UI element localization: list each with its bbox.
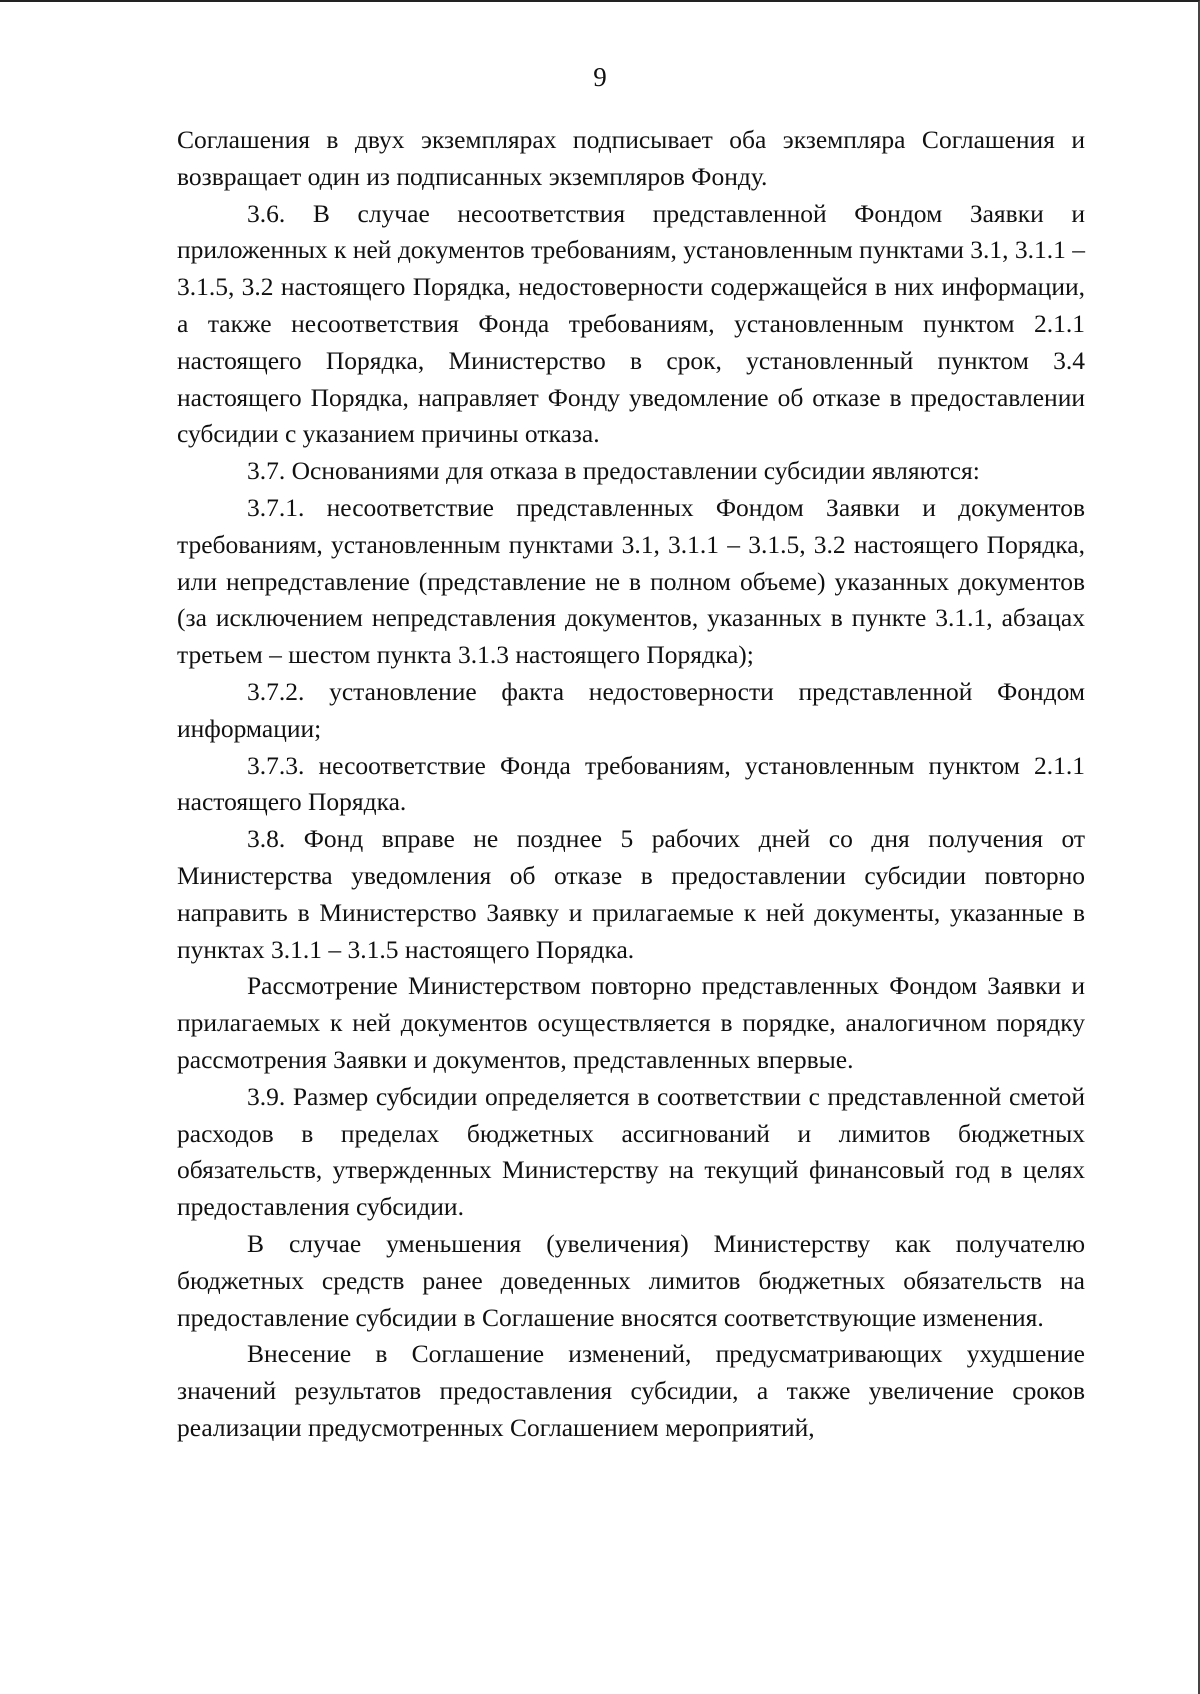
- paragraph-3-7: 3.7. Основаниями для отказа в предоставлении субсидии являются:: [247, 456, 980, 486]
- paragraph-3-7-3: 3.7.3. несоответствие Фонда требованиям, установленным пунктом 2.1.1 настоящего Порядка.: [177, 750, 1085, 817]
- paragraph-continuation: Соглашения в двух экземплярах подписывает оба экземпляра Соглашения и возвращает один из подписанных экземпляров Фонду.: [177, 125, 1085, 191]
- paragraph-3-9: 3.9. Размер субсидии определяется в соответствии с представленной сметой расходов в пределах бюджетных ассигнований и лимитов бюджетных обязательств, утвержденных Министерству на текущий финансовый год в целях предоставления субсидии.: [177, 1081, 1085, 1222]
- paragraph-3-9-limits: В случае уменьшения (увеличения) Министерству как получателю бюджетных средств ранее доведенных лимитов бюджетных обязательств на предоставление субсидии в Соглашение вносятся соответствующие изменения.: [177, 1228, 1085, 1332]
- paragraph-3-6: 3.6. В случае несоответствия представленной Фондом Заявки и приложенных к ней документов требованиям, установленным пунктами 3.1, 3.1.1 – 3.1.5, 3.2 настоящего Порядка, недостоверности содержащейся в них информации, а также несоответствия Фонда требованиям, установленным пунктом 2.1.1 настоящего Порядка, Министерство в срок, установленный пунктом 3.4 настоящего Порядка, направляет Фонду уведомление об отказе в предоставлении субсидии с указанием причины отказа.: [177, 198, 1085, 449]
- paragraph-3-9-changes: Внесение в Соглашение изменений, предусматривающих ухудшение значений результатов предоставления субсидии, а также увеличение сроков реализации предусмотренных Соглашением мероприятий,: [177, 1339, 1085, 1442]
- paragraph-3-7-2: 3.7.2. установление факта недостоверности представленной Фондом информации;: [177, 676, 1085, 743]
- paragraph-3-8-review: Рассмотрение Министерством повторно представленных Фондом Заявки и прилагаемых к ней документов осуществляется в порядке, аналогичном порядку рассмотрения Заявки и документов, представленных впервые.: [177, 971, 1085, 1074]
- page-number: 9: [593, 62, 607, 92]
- paragraph-3-7-1: 3.7.1. несоответствие представленных Фондом Заявки и документов требованиям, установленным пунктами 3.1, 3.1.1 – 3.1.5, 3.2 настоящего Порядка, или непредставление (представление не в полном объеме) указанных документов (за исключением непредставления документов, указанных в пункте 3.1.1, абзацах третьем – шестом пункта 3.1.3 настоящего Порядка);: [177, 492, 1085, 670]
- paragraph-3-8: 3.8. Фонд вправе не позднее 5 рабочих дней со дня получения от Министерства уведомления об отказе в предоставлении субсидии повторно направить в Министерство Заявку и прилагаемые к ней документы, указанные в пунктах 3.1.1 – 3.1.5 настоящего Порядка.: [177, 824, 1085, 964]
- body-text: [177, 122, 1085, 1447]
